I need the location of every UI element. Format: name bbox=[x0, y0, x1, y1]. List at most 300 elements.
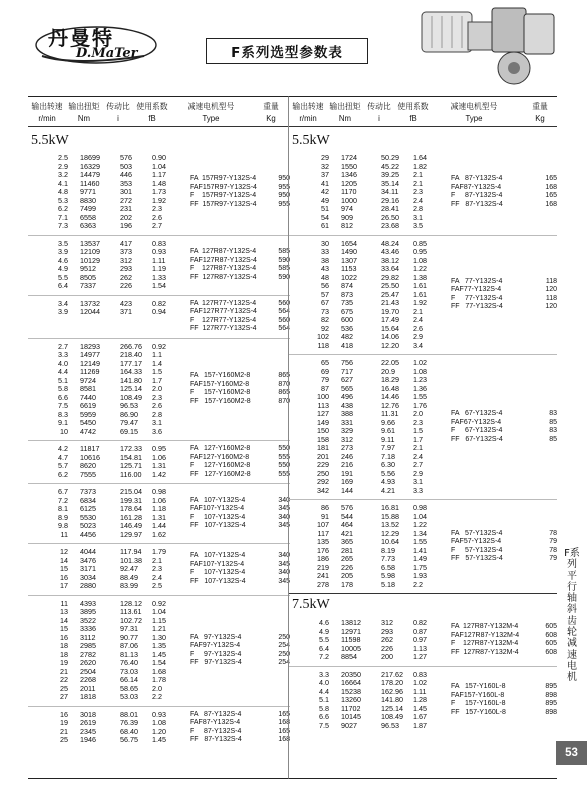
ratio-value: 96.53 bbox=[381, 720, 399, 730]
speed-value: 86 bbox=[321, 503, 329, 512]
ratio-value: 576 bbox=[120, 153, 132, 162]
torque-value: 365 bbox=[341, 537, 353, 546]
model-weight: 118 bbox=[545, 277, 557, 285]
speed-value: 135 bbox=[317, 537, 329, 546]
model-type: FF 127R87-Y132S-4 bbox=[190, 273, 257, 281]
fb-value: 2.9 bbox=[413, 332, 423, 341]
model-type: F 127R87-Y132M-4 bbox=[451, 640, 519, 648]
torque-column bbox=[341, 359, 375, 495]
ratio-value: 293 bbox=[381, 626, 393, 636]
fb-value: 1.4 bbox=[152, 358, 162, 368]
speed-value: 22 bbox=[60, 675, 68, 684]
torque-value: 6619 bbox=[80, 401, 96, 410]
speed-value: 9.8 bbox=[58, 521, 68, 530]
ratio-value: 76.39 bbox=[120, 718, 138, 727]
fb-value: 0.97 bbox=[413, 635, 427, 644]
torque-value: 205 bbox=[341, 571, 353, 580]
speed-value: 4.8 bbox=[58, 187, 68, 196]
fb-value: 1.64 bbox=[413, 153, 427, 162]
model-list bbox=[451, 240, 557, 351]
header-torque: 输出扭矩 bbox=[68, 102, 100, 111]
ratio-value: 417 bbox=[120, 238, 132, 248]
speed-value: 25 bbox=[60, 735, 68, 744]
speed-value: 117 bbox=[317, 528, 329, 538]
torque-value: 5023 bbox=[80, 521, 96, 530]
fb-column bbox=[152, 711, 180, 745]
model-type: F 157-Y160L-8 bbox=[451, 700, 506, 708]
fb-column bbox=[413, 504, 441, 589]
torque-value: 11702 bbox=[341, 703, 361, 713]
fb-value: 1.31 bbox=[152, 512, 166, 522]
model-entry bbox=[451, 201, 557, 210]
fb-value: 1.41 bbox=[413, 545, 427, 555]
speed-column bbox=[40, 300, 68, 334]
fb-value: 2.3 bbox=[152, 204, 162, 213]
speed-value: 49 bbox=[321, 195, 329, 205]
speed-column bbox=[301, 359, 329, 495]
ratio-value: 262 bbox=[120, 272, 132, 282]
ratio-value: 73.03 bbox=[120, 666, 138, 676]
ratio-value: 312 bbox=[120, 255, 132, 265]
model-weight: 85 bbox=[549, 418, 557, 426]
fb-value: 0.92 bbox=[152, 341, 166, 351]
model-list bbox=[190, 600, 290, 702]
fb-value: 1.7 bbox=[413, 434, 423, 444]
torque-column bbox=[80, 343, 114, 437]
torque-value: 2782 bbox=[80, 649, 96, 659]
fb-value: 1.02 bbox=[413, 678, 427, 687]
torque-value: 7337 bbox=[80, 281, 96, 290]
model-weight: 120 bbox=[545, 286, 557, 294]
table-row-group bbox=[28, 236, 290, 296]
ratio-value: 102.72 bbox=[120, 615, 142, 625]
model-entry bbox=[451, 640, 557, 649]
torque-value: 7555 bbox=[80, 469, 96, 479]
speed-value: 113 bbox=[317, 400, 329, 410]
speed-value: 73 bbox=[321, 306, 329, 316]
speed-value: 11 bbox=[60, 598, 68, 608]
speed-value: 7.5 bbox=[58, 401, 68, 410]
ratio-value: 26.50 bbox=[381, 212, 399, 222]
speed-value: 43 bbox=[321, 264, 329, 273]
ratio-value: 86.90 bbox=[120, 409, 138, 419]
torque-value: 331 bbox=[341, 417, 353, 427]
fb-value: 1.13 bbox=[413, 643, 427, 653]
model-type: FAF127-Y160M2-8 bbox=[190, 453, 250, 461]
torque-value: 1946 bbox=[80, 735, 96, 744]
speed-value: 7.2 bbox=[58, 495, 68, 505]
torque-value: 18293 bbox=[80, 341, 100, 351]
ratio-value: 7.73 bbox=[381, 554, 395, 563]
speed-value: 4.6 bbox=[58, 255, 68, 265]
model-weight: 870 bbox=[278, 397, 290, 405]
ratio-value: 96.53 bbox=[120, 401, 138, 410]
model-entry bbox=[190, 257, 290, 266]
model-type: F 107-Y132S-4 bbox=[190, 513, 246, 521]
fb-value: 2.8 bbox=[413, 204, 423, 213]
ratio-value: 25.47 bbox=[381, 289, 399, 299]
header-model: 减速电机型号 bbox=[450, 102, 498, 111]
speed-value: 48 bbox=[321, 272, 329, 282]
speed-value: 5.5 bbox=[58, 272, 68, 282]
ratio-value: 162.96 bbox=[381, 686, 403, 696]
ratio-column bbox=[381, 619, 413, 662]
ratio-value: 76.40 bbox=[120, 658, 138, 667]
fb-value: 1.42 bbox=[152, 469, 166, 479]
torque-value: 16329 bbox=[80, 161, 100, 171]
ratio-value: 108.49 bbox=[120, 392, 142, 402]
model-entry bbox=[451, 192, 557, 201]
fb-value: 0.92 bbox=[152, 598, 166, 608]
model-list bbox=[451, 154, 557, 231]
torque-value: 3018 bbox=[80, 709, 96, 719]
speed-value: 8.9 bbox=[58, 512, 68, 522]
table-row-group bbox=[28, 150, 290, 236]
model-type: FF 157R97-Y132S-4 bbox=[190, 200, 257, 208]
ratio-value: 39.25 bbox=[381, 170, 399, 179]
torque-column bbox=[341, 240, 375, 351]
fb-value: 1.55 bbox=[413, 392, 427, 401]
speed-value: 2.9 bbox=[58, 161, 68, 171]
model-weight: 78 bbox=[549, 529, 557, 537]
fb-value: 1.54 bbox=[152, 281, 166, 290]
fb-value: 2.0 bbox=[152, 384, 162, 393]
speed-value: 17 bbox=[60, 581, 68, 590]
torque-value: 388 bbox=[341, 409, 353, 418]
model-weight: 165 bbox=[545, 192, 557, 200]
torque-value: 13260 bbox=[341, 695, 361, 704]
speed-value: 4.9 bbox=[58, 264, 68, 273]
speed-value: 13 bbox=[60, 607, 68, 616]
fb-value: 2.3 bbox=[413, 187, 423, 196]
speed-column bbox=[301, 671, 329, 731]
speed-value: 2.7 bbox=[58, 341, 68, 351]
model-type: FAF157-Y160M2-8 bbox=[190, 380, 250, 388]
model-type: F 107-Y132S-4 bbox=[190, 569, 246, 577]
model-weight: 898 bbox=[545, 691, 557, 699]
fb-value: 1.5 bbox=[152, 367, 162, 376]
fb-value: 2.6 bbox=[413, 323, 423, 333]
speed-column bbox=[301, 504, 329, 589]
speed-value: 69 bbox=[321, 366, 329, 376]
fb-value: 1.19 bbox=[152, 264, 166, 273]
speed-value: 7.5 bbox=[319, 720, 329, 730]
ratio-value: 146.49 bbox=[120, 521, 142, 530]
fb-value: 2.4 bbox=[413, 195, 423, 205]
torque-column bbox=[80, 711, 114, 745]
ratio-value: 196 bbox=[120, 221, 132, 230]
torque-value: 12149 bbox=[80, 358, 100, 368]
model-weight: 340 bbox=[278, 513, 290, 521]
fb-value: 1.49 bbox=[413, 554, 427, 563]
table-row-group bbox=[28, 441, 290, 484]
model-entry bbox=[451, 555, 557, 564]
speed-value: 15 bbox=[60, 624, 68, 633]
speed-value: 4.7 bbox=[58, 452, 68, 462]
power-section-title-2: 7.5kW bbox=[289, 593, 557, 615]
model-weight: 254 bbox=[278, 659, 290, 666]
torque-value: 20350 bbox=[341, 669, 361, 679]
fb-value: 1.22 bbox=[413, 264, 427, 273]
speed-value: 30 bbox=[321, 238, 329, 248]
fb-value: 2.6 bbox=[152, 401, 162, 410]
speed-value: 176 bbox=[317, 545, 329, 555]
fb-value: 1.62 bbox=[152, 529, 166, 539]
model-type: F 127R77-Y132S-4 bbox=[190, 316, 257, 324]
fb-value: 3.6 bbox=[152, 426, 162, 436]
torque-value: 312 bbox=[341, 434, 353, 444]
model-weight: 340 bbox=[278, 496, 290, 504]
model-weight: 895 bbox=[545, 700, 557, 708]
ratio-column bbox=[381, 240, 413, 351]
speed-value: 41 bbox=[321, 178, 329, 188]
speed-value: 4.9 bbox=[319, 626, 329, 636]
model-type: FA 157-Y160L-8 bbox=[451, 683, 506, 691]
model-type: FF 127R87-Y132M-4 bbox=[451, 648, 519, 656]
logo-chinese-text: 丹曼特 bbox=[48, 26, 114, 50]
model-type: FAF127R87-Y132M-4 bbox=[451, 631, 520, 639]
model-entry bbox=[190, 300, 290, 309]
model-weight: 340 bbox=[278, 569, 290, 577]
speed-value: 150 bbox=[317, 426, 329, 435]
header-speed-unit: r/min bbox=[299, 114, 317, 123]
model-weight: 165 bbox=[545, 175, 557, 183]
ratio-column bbox=[120, 343, 152, 437]
speed-value: 8.3 bbox=[58, 409, 68, 419]
model-type: FF 127R77-Y132S-4 bbox=[190, 325, 257, 332]
model-type: F 77-Y132S-4 bbox=[451, 294, 503, 302]
torque-value: 226 bbox=[341, 562, 353, 572]
ratio-value: 125.14 bbox=[381, 703, 403, 713]
speed-value: 4.6 bbox=[319, 618, 329, 627]
torque-value: 627 bbox=[341, 375, 353, 384]
speed-value: 100 bbox=[317, 392, 329, 401]
model-entry bbox=[190, 728, 290, 737]
speed-value: 37 bbox=[321, 170, 329, 179]
model-type: FAF107-Y132S-4 bbox=[190, 560, 245, 568]
torque-value: 4393 bbox=[80, 598, 96, 608]
torque-value: 8581 bbox=[80, 384, 96, 393]
fb-value: 1.06 bbox=[152, 452, 166, 462]
ratio-value: 17.49 bbox=[381, 315, 399, 324]
torque-value: 5959 bbox=[80, 409, 96, 419]
ratio-value: 18.29 bbox=[381, 375, 399, 384]
ratio-value: 164.33 bbox=[120, 367, 142, 376]
torque-value: 7499 bbox=[80, 204, 96, 213]
torque-column bbox=[341, 619, 375, 662]
model-weight: 608 bbox=[545, 648, 557, 656]
model-entry bbox=[190, 642, 290, 651]
torque-value: 191 bbox=[341, 468, 353, 478]
speed-value: 127 bbox=[317, 409, 329, 418]
speed-value: 219 bbox=[317, 562, 329, 572]
fb-column bbox=[152, 488, 180, 539]
ratio-value: 92.47 bbox=[120, 564, 138, 573]
model-type: FA 127R87-Y132M-4 bbox=[451, 623, 519, 631]
ratio-value: 12.29 bbox=[381, 528, 399, 538]
model-entry bbox=[451, 410, 557, 419]
ratio-value: 23.68 bbox=[381, 221, 399, 230]
model-entry bbox=[190, 274, 290, 283]
ratio-value: 13.52 bbox=[381, 520, 399, 529]
torque-column bbox=[80, 300, 114, 334]
ratio-value: 5.56 bbox=[381, 468, 395, 478]
ratio-value: 58.65 bbox=[120, 683, 138, 693]
torque-value: 4044 bbox=[80, 547, 96, 556]
model-type: FAF127R77-Y132S-4 bbox=[190, 308, 257, 315]
torque-value: 1022 bbox=[341, 272, 357, 282]
torque-value: 12971 bbox=[341, 626, 361, 636]
speed-value: 29 bbox=[321, 153, 329, 162]
fb-value: 0.98 bbox=[413, 503, 427, 512]
header-factor: 使用系数 bbox=[136, 102, 168, 111]
header-model: 减速电机型号 bbox=[187, 102, 235, 111]
fb-value: 2.1 bbox=[152, 555, 162, 565]
header-weight: 重量 bbox=[263, 102, 279, 111]
fb-value: 1.67 bbox=[413, 712, 427, 721]
model-list bbox=[451, 504, 557, 589]
torque-value: 5530 bbox=[80, 512, 96, 522]
speed-value: 3.9 bbox=[58, 247, 68, 256]
speed-value: 6.4 bbox=[58, 281, 68, 290]
model-entry bbox=[190, 569, 290, 578]
ratio-value: 90.77 bbox=[120, 632, 138, 642]
torque-column bbox=[80, 154, 114, 231]
model-entry bbox=[451, 530, 557, 539]
speed-value: 5.8 bbox=[319, 703, 329, 713]
model-type: FAF87-Y132S-4 bbox=[451, 183, 502, 191]
ratio-column bbox=[381, 671, 413, 731]
model-type: FF 77-Y132S-4 bbox=[451, 303, 503, 311]
torque-value: 3112 bbox=[80, 632, 96, 642]
speed-value: 3.3 bbox=[319, 669, 329, 679]
speed-value: 201 bbox=[317, 451, 329, 461]
model-type: FAF97-Y132S-4 bbox=[190, 642, 241, 649]
ratio-value: 9.61 bbox=[381, 426, 395, 435]
model-type: FAF87-Y132S-4 bbox=[190, 719, 241, 726]
speed-value: 5.5 bbox=[319, 635, 329, 644]
ratio-value: 88.49 bbox=[120, 572, 138, 582]
model-weight: 168 bbox=[545, 183, 557, 191]
model-list bbox=[190, 240, 290, 291]
speed-value: 7.1 bbox=[58, 212, 68, 222]
left-groups bbox=[28, 150, 290, 749]
fb-value: 1.38 bbox=[413, 272, 427, 282]
torque-value: 8830 bbox=[80, 195, 96, 205]
fb-value: 0.83 bbox=[152, 238, 166, 248]
ratio-value: 218.40 bbox=[120, 350, 142, 359]
model-weight: 608 bbox=[545, 631, 557, 639]
ratio-value: 6.30 bbox=[381, 460, 395, 469]
torque-value: 909 bbox=[341, 212, 353, 222]
torque-value: 12044 bbox=[80, 307, 100, 316]
torque-value: 4456 bbox=[80, 529, 96, 539]
torque-value: 1000 bbox=[341, 195, 357, 205]
model-type: FAF107-Y132S-4 bbox=[190, 505, 245, 512]
model-entry bbox=[451, 184, 557, 193]
power-section-title: 5.5kW bbox=[31, 133, 69, 148]
speed-value: 4.4 bbox=[58, 367, 68, 376]
model-entry bbox=[451, 419, 557, 428]
model-entry bbox=[451, 709, 557, 718]
model-weight: 955 bbox=[278, 200, 290, 208]
speed-column bbox=[40, 711, 68, 745]
ratio-value: 113.61 bbox=[120, 607, 142, 616]
header-factor-unit: fB bbox=[148, 114, 156, 123]
speed-value: 6.6 bbox=[58, 392, 68, 402]
fb-value: 0.95 bbox=[152, 444, 166, 453]
ratio-value: 141.80 bbox=[120, 375, 142, 385]
model-type: FF 107-Y132S-4 bbox=[190, 577, 246, 585]
fb-column bbox=[152, 548, 180, 591]
model-list bbox=[451, 619, 557, 662]
fb-value: 1.82 bbox=[413, 161, 427, 171]
ratio-column bbox=[120, 445, 152, 479]
torque-value: 6558 bbox=[80, 212, 96, 222]
speed-value: 32 bbox=[321, 161, 329, 171]
fb-value: 1.75 bbox=[413, 562, 427, 572]
torque-value: 2504 bbox=[80, 666, 96, 676]
brand-logo bbox=[34, 20, 168, 66]
ratio-value: 226 bbox=[381, 643, 393, 653]
ratio-column bbox=[120, 548, 152, 591]
ratio-column bbox=[120, 154, 152, 231]
speed-column bbox=[40, 600, 68, 702]
speed-column bbox=[301, 619, 329, 662]
model-type: FAF157-Y160L-8 bbox=[451, 691, 505, 699]
fb-value: 2.1 bbox=[413, 306, 423, 316]
fb-value: 1.11 bbox=[413, 686, 427, 696]
header-speed: 输出转速 bbox=[292, 102, 324, 111]
speed-value: 118 bbox=[317, 340, 329, 350]
torque-value: 7373 bbox=[80, 487, 96, 496]
speed-value: 25 bbox=[60, 683, 68, 693]
fb-value: 1.36 bbox=[413, 383, 427, 393]
model-entry bbox=[190, 471, 290, 480]
fb-value: 1.35 bbox=[152, 641, 166, 650]
torque-value: 438 bbox=[341, 400, 353, 410]
model-type: FA 157-Y160M2-8 bbox=[190, 372, 251, 380]
ratio-column bbox=[120, 600, 152, 702]
torque-value: 18699 bbox=[80, 153, 100, 162]
torque-value: 1490 bbox=[341, 247, 357, 256]
fb-value: 2.4 bbox=[152, 572, 162, 582]
ratio-value: 87.06 bbox=[120, 641, 138, 650]
fb-column bbox=[152, 600, 180, 702]
model-type: FA 67-Y132S-4 bbox=[451, 410, 503, 417]
ratio-value: 35.14 bbox=[381, 178, 399, 188]
ratio-value: 226 bbox=[120, 281, 132, 290]
fb-column bbox=[152, 240, 180, 291]
torque-value: 216 bbox=[341, 460, 353, 469]
fb-column bbox=[413, 154, 441, 231]
model-entry bbox=[190, 736, 290, 745]
fb-value: 1.33 bbox=[152, 272, 166, 282]
model-entry bbox=[190, 317, 290, 326]
header-speed-unit: r/min bbox=[38, 114, 56, 123]
model-weight: 555 bbox=[278, 453, 290, 461]
ratio-column bbox=[381, 504, 413, 589]
header-speed: 输出转速 bbox=[31, 102, 63, 111]
fb-value: 3.1 bbox=[413, 477, 423, 486]
torque-value: 2345 bbox=[80, 726, 96, 736]
speed-value: 38 bbox=[321, 255, 329, 265]
fb-value: 1.08 bbox=[413, 255, 427, 265]
model-entry bbox=[190, 201, 290, 210]
model-weight: 955 bbox=[278, 183, 290, 191]
ratio-value: 50.29 bbox=[381, 153, 399, 162]
model-entry bbox=[190, 497, 290, 506]
